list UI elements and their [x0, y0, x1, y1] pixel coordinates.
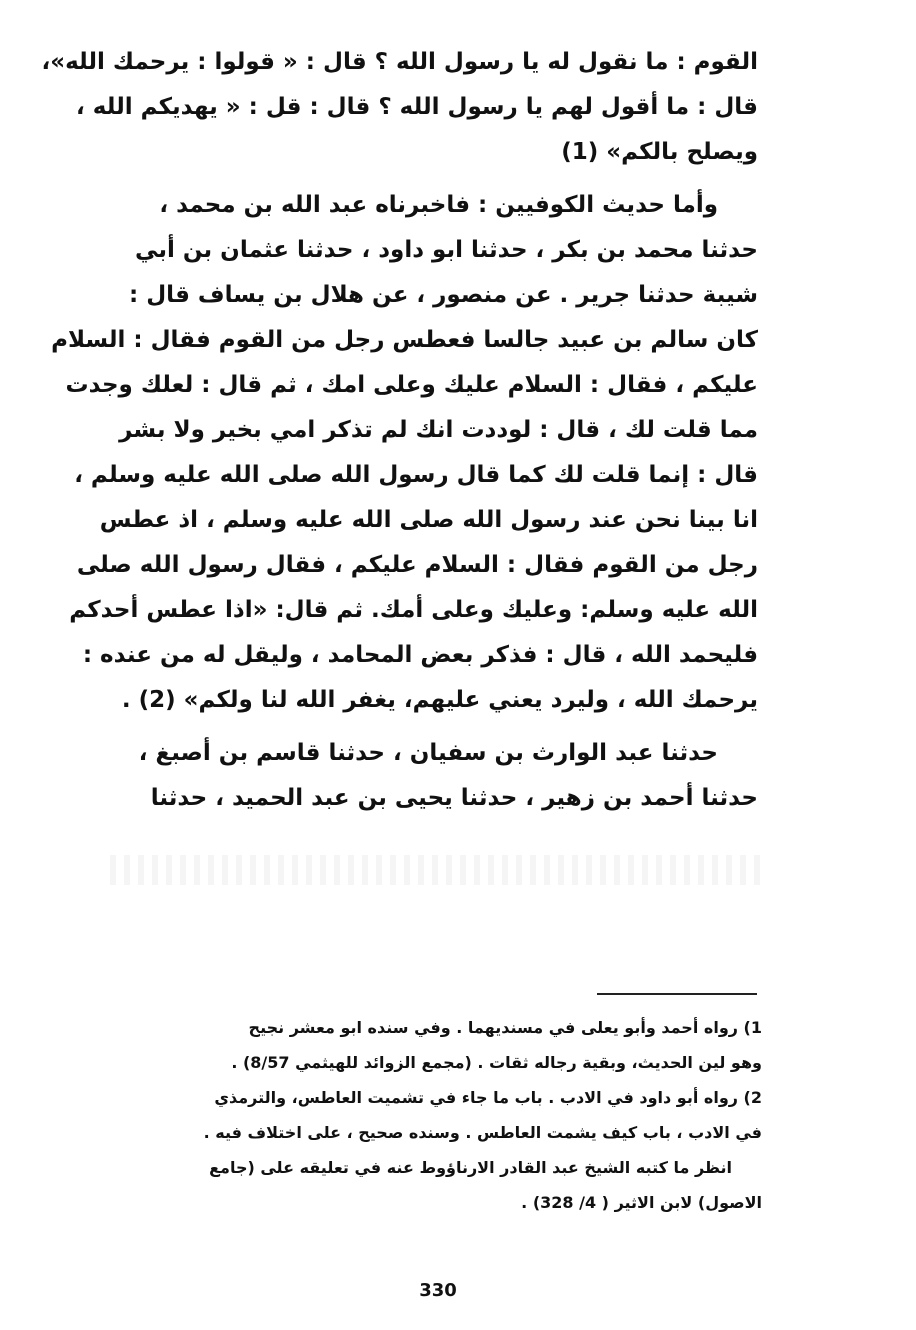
text-line: فليحمد الله ، قال : فذكر بعض المحامد ، وليقل له من عنده : — [82, 642, 758, 668]
text-line: حدثنا عبد الوارث بن سفيان ، حدثنا قاسم بن أصبغ ، — [138, 740, 718, 766]
text-line: القوم : ما نقول له يا رسول الله ؟ قال : « قولوا : يرحمك الله»، — [41, 49, 758, 75]
text-line: يرحمك الله ، وليرد يعني عليهم، يغفر الله لنا ولكم» (2) . — [121, 687, 758, 713]
footnote-divider — [597, 993, 757, 995]
footnote-line: انظر ما كتبه الشيخ عبد القادر الارناؤوط عنه في تعليقه على (جامع — [209, 1158, 732, 1177]
text-line: ويصلح بالكم» (1) — [561, 139, 758, 165]
text-line: حدثنا محمد بن بكر ، حدثنا ابو داود ، حدثنا عثمان بن أبي — [135, 237, 758, 263]
text-line: عليكم ، فقال : السلام عليك وعلى امك ، ثم قال : لعلك وجدت — [65, 372, 758, 398]
text-line: رجل من القوم فقال : السلام عليكم ، فقال رسول الله صلى — [76, 552, 758, 578]
text-line: الله عليه وسلم: وعليك وعلى أمك. ثم قال: «اذا عطس أحدكم — [69, 597, 758, 623]
footnote-line: 2) رواه أبو داود في الادب . باب ما جاء في تشميت العاطس، والترمذي — [214, 1088, 762, 1107]
text-line: انا بينا نحن عند رسول الله صلى الله عليه وسلم ، اذ عطس — [99, 507, 758, 533]
footnotes — [112, 1010, 762, 1220]
text-line: شيبة حدثنا جرير . عن منصور ، عن هلال بن يساف قال : — [129, 282, 758, 308]
footnote-line: في الادب ، باب كيف يشمت العاطس . وسنده صحيح ، على اختلاف فيه . — [203, 1123, 762, 1142]
text-line: وأما حديث الكوفيين : فاخبرناه عبد الله بن محمد ، — [159, 192, 718, 218]
text-line: كان سالم بن عبيد جالسا فعطس رجل من القوم فقال : السلام — [51, 327, 758, 353]
footnote-line: وهو لين الحديث، وبقية رجاله ثقات . (مجمع الزوائد للهيثمي 8/57) . — [231, 1053, 762, 1072]
text-line: قال : إنما قلت لك كما قال رسول الله صلى الله عليه وسلم ، — [74, 462, 758, 488]
paragraph-gap — [118, 723, 758, 731]
text-line: قال : ما أقول لهم يا رسول الله ؟ قال : قل : « يهديكم الله ، — [76, 94, 758, 120]
footnote-line: الاصول) لابن الاثير ( 4/ 328) . — [521, 1193, 762, 1212]
text-line: مما قلت لك ، قال : لوددت انك لم تذكر امي بخير ولا بشر — [119, 417, 758, 443]
text-line: حدثنا أحمد بن زهير ، حدثنا يحيى بن عبد الحميد ، حدثنا — [150, 785, 758, 811]
main-text — [41, 40, 758, 821]
page-number: 330 — [419, 1280, 457, 1301]
paragraph-gap — [118, 175, 758, 183]
footnote-line: 1) رواه أحمد وأبو يعلى في مسنديهما . وفي سنده ابو معشر نجيح — [248, 1018, 762, 1037]
scan-smudge — [110, 855, 760, 885]
